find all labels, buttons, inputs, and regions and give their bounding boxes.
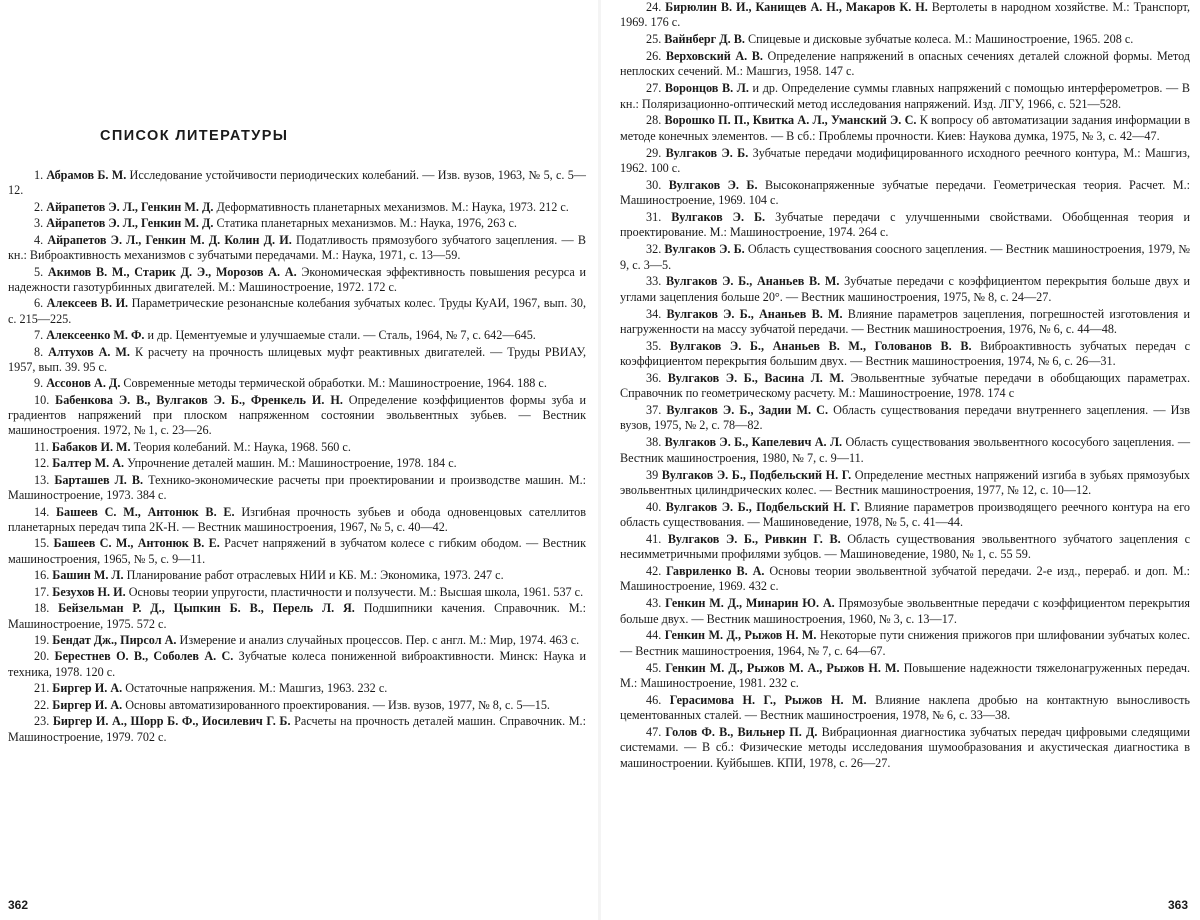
reference-number: 3. [34, 216, 44, 231]
reference-entry [8, 345, 586, 376]
reference-text: Вибрационная диагностика зубчатых передач цифровыми следящими системами. — В сб.: Физические методы исследования шумообразования и акустическая диагностика в машиностроении. Куйбышев. КПИ, 1978, с. 26—27. [620, 725, 1190, 770]
reference-entry [8, 714, 586, 745]
reference-text: Влияние наклепа дробью на контактную выносливость цементованных сталей. — Вестник машиностроения, 1978, № 6, с. 33—38. [620, 692, 1190, 723]
reference-entry [620, 113, 1190, 144]
reference-authors: Айрапетов Э. Л., Генкин М. Д. Колин Д. И. [47, 232, 292, 247]
reference-authors: Воронцов В. Л. [664, 81, 749, 96]
reference-entry [620, 32, 1190, 47]
reference-text: Современные методы термической обработки. М.: Машиностроение, 1964. 188 с. [123, 376, 547, 391]
reference-entry [620, 532, 1190, 563]
reference-entry [620, 178, 1190, 209]
reference-text: и др. Цементуемые и улучшаемые стали. — Сталь, 1964, № 7, с. 642—645. [147, 328, 536, 343]
reference-text: Область существования соосного зацепления. — Вестник машиностроения, 1979, № 9, с. 3—5. [620, 242, 1190, 272]
reference-authors: Бейзельман Р. Д., Цыпкин Б. В., Перель Л. Я. [58, 601, 355, 616]
reference-entry [620, 468, 1190, 499]
reference-authors: Ассонов А. Д. [46, 376, 121, 391]
reference-number: 26. [646, 49, 662, 64]
reference-entry [8, 601, 586, 632]
reference-text: Расчеты на прочность деталей машин. Справочник. М.: Машиностроение, 1979. 702 с. [8, 714, 586, 744]
reference-authors: Алексеенко М. Ф. [46, 328, 145, 343]
reference-entry [620, 274, 1190, 305]
reference-list-left [8, 168, 586, 745]
reference-entry [620, 661, 1190, 692]
reference-entry [620, 339, 1190, 370]
reference-text: Определение коэффициентов формы зуба и градиентов напряжений при плоском напряженном состоянии эвольвентных зубьев. — Вестник машиностроения. 1972, № 1, с. 23—26. [8, 392, 587, 438]
reference-authors: Генкин М. Д., Рыжов Н. М. [664, 628, 817, 643]
reference-number: 45. [646, 660, 662, 675]
reference-text: Планирование работ отраслевых НИИ и КБ. М.: Экономика, 1973. 247 с. [126, 568, 504, 583]
reference-number: 42. [646, 564, 662, 579]
reference-number: 10. [34, 392, 50, 407]
reference-number: 32. [646, 242, 662, 257]
reference-authors: Гавриленко В. А. [666, 564, 765, 579]
reference-text: Статика планетарных механизмов. М.: Наука, 1976, 263 с. [216, 216, 517, 231]
reference-text: Высоконапряженные зубчатые передачи. Геометрическая теория. Расчет. М.: Машиностроение, 1969. 104 с. [620, 177, 1191, 208]
reference-authors: Берестнев О. В., Соболев А. С. [54, 649, 234, 664]
reference-authors: Вулгаков Э. Б., Задии М. С. [666, 403, 829, 418]
reference-text: Теория колебаний. М.: Наука, 1968. 560 с. [133, 439, 351, 454]
reference-number: 27. [646, 81, 662, 96]
reference-authors: Вулгаков Э. Б. [668, 177, 758, 192]
reference-text: Зубчатые колеса пониженной виброактивности. Минск: Наука и техника, 1978. 120 с. [8, 649, 587, 679]
reference-number: 13. [34, 472, 50, 487]
reference-number: 44. [646, 628, 662, 643]
reference-authors: Вулгаков Э. Б., Ананьев В. М. [665, 274, 840, 289]
reference-text: Область существования передачи внутреннего зацепления. — Изв вузов, 1975, № 2, с. 78—82. [620, 403, 1191, 433]
reference-authors: Вулгаков Э. Б., Капелевич А. Л. [664, 435, 843, 450]
reference-number: 29. [646, 145, 662, 160]
reference-number: 11. [34, 439, 49, 454]
reference-number: 28. [646, 113, 662, 128]
reference-number: 47. [646, 725, 662, 740]
reference-authors: Вулгаков Э. Б., Подбельский Н. Г. [665, 499, 860, 514]
reference-entry [8, 649, 586, 680]
reference-number: 33. [646, 274, 662, 289]
reference-text: Повышение надежности тяжелонагруженных передач. М.: Машиностроение, 1981. 232 с. [620, 660, 1191, 690]
reference-number: 30. [646, 177, 662, 192]
reference-authors: Вулгаков Э. Б., Ананьев В. М. [666, 306, 843, 321]
reference-number: 4. [34, 232, 44, 247]
reference-text: Прямозубые эвольвентные передачи с коэффициентом перекрытия больше двух. — Вестник машиностроения, 1960, № 3, с. 13—17. [620, 596, 1191, 626]
reference-text: Вертолеты в народном хозяйстве. М.: Транспорт, 1969. 176 с. [620, 0, 1191, 30]
reference-authors: Башеев С. М., Антонюк В. Е. [56, 504, 235, 519]
reference-text: Зубчатые передачи с коэффициентом перекрытия больше двух и углами зацепления больше 20°. — Вестник машиностроения, 1975, № 8, с. 24—27. [620, 274, 1190, 304]
reference-authors: Барташев Л. В. [54, 472, 144, 487]
reference-text: Спицевые и дисковые зубчатые колеса. М.: Машиностроение, 1965. 208 с. [747, 32, 1134, 47]
reference-number: 23. [34, 714, 50, 729]
reference-entry [8, 698, 586, 713]
reference-text: Виброактивность зубчатых передач с коэффициентом перекрытия большим двух. — Вестник машиностроения, 1974, № 6, с. 26—31. [620, 338, 1191, 369]
reference-authors: Алексеев В. И. [46, 296, 129, 311]
reference-number: 18. [34, 601, 50, 616]
reference-number: 12. [34, 456, 50, 471]
reference-text: Податливость прямозубого зубчатого зацепления. — В кн.: Виброактивность механизмов с зубчатыми передачами. М.: Наука, 1971, с. 13—59. [8, 232, 586, 263]
reference-authors: Бабенкова Э. В., Вулгаков Э. Б., Френкель И. Н. [55, 392, 343, 407]
reference-text: Область существования эвольвентного зубчатого зацепления с несимметричными профилями зубцов. — Машиноведение, 1980, № 1, с. 55 59. [620, 531, 1190, 562]
reference-entry [620, 403, 1190, 434]
reference-entry [620, 435, 1190, 466]
reference-number: 6. [34, 296, 44, 311]
reference-number: 7. [34, 328, 44, 343]
reference-text: Основы автоматизированного проектирования. — Изв. вузов, 1977, № 8, с. 5—15. [125, 697, 550, 712]
reference-authors: Вулгаков Э. Б., Васина Л. М. [667, 370, 844, 385]
reference-authors: Айрапетов Э. Л., Генкин М. Д. [46, 216, 214, 231]
reference-entry [8, 265, 586, 296]
reference-authors: Вулгаков Э. Б. [665, 145, 749, 160]
reference-number: 31. [646, 210, 662, 225]
reference-entry [620, 146, 1190, 177]
reference-text: Измерение и анализ случайных процессов. Пер. с англ. М.: Мир, 1974. 463 с. [179, 632, 580, 647]
reference-entry [620, 242, 1190, 273]
reference-entry [620, 725, 1190, 771]
reference-entry [620, 371, 1190, 402]
reference-entry [8, 296, 586, 327]
reference-number: 15. [34, 536, 50, 551]
reference-entry [620, 210, 1190, 241]
reference-text: Остаточные напряжения. М.: Машгиз, 1963. 232 с. [125, 681, 388, 696]
reference-text: Экономическая эффективность повышения ресурса и надежности газотурбинных двигателей. М.: Машиностроение, 1972. 172 с. [8, 264, 587, 294]
reference-text: Некоторые пути снижения прижогов при шлифовании зубчатых колес. — Вестник машиностроения, 1964, № 7, с. 64—67. [620, 628, 1190, 658]
reference-entry [620, 628, 1190, 659]
reference-entry [8, 200, 586, 215]
right-page [600, 0, 1200, 920]
reference-text: и др. Определение суммы главных напряжений с помощью интерферометров. — В кн.: Поляризационно-оптический метод исследования напряжений. Изд. ЛГУ, 1966, с. 521—528. [620, 81, 1190, 111]
reference-authors: Вулгаков Э. Б. [664, 242, 745, 257]
reference-number: 34. [646, 306, 662, 321]
reference-entry [620, 49, 1190, 80]
reference-number: 8. [34, 344, 44, 359]
reference-entry [620, 307, 1190, 338]
reference-number: 5. [34, 264, 44, 279]
reference-text: Технико-экономические расчеты при проектировании и производстве машин. М.: Машиностроение, 1973. 384 с. [8, 472, 587, 503]
reference-text: Исследование устойчивости периодических колебаний. — Изв. вузов, 1963, № 5, с. 5—12. [8, 168, 586, 198]
reference-entry [8, 328, 586, 343]
reference-entry [8, 473, 586, 504]
reference-text: Расчет напряжений в зубчатом колесе с гибким ободом. — Вестник машиностроения, 1965, № 5, с. 9—11. [8, 536, 586, 566]
reference-authors: Алтухов А. М. [48, 344, 130, 359]
reference-authors: Вулгаков Э. Б., Подбельский Н. Г. [661, 467, 852, 482]
reference-number: 19. [34, 632, 50, 647]
reference-number: 46. [646, 692, 662, 707]
reference-text: Упрочнение деталей машин. М.: Машиностроение, 1978. 184 с. [127, 456, 457, 471]
reference-number: 21. [34, 681, 50, 696]
reference-text: Деформативность планетарных механизмов. М.: Наука, 1973. 212 с. [216, 199, 569, 214]
reference-text: Область существования эвольвентного кососубого зацепления. — Вестник машиностроения, 1980, № 7, с. 9—11. [620, 435, 1191, 465]
reference-authors: Балтер М. А. [52, 456, 125, 471]
reference-authors: Башеев С. М., Антонюк В. Е. [53, 536, 220, 551]
reference-number: 24. [646, 0, 662, 14]
reference-authors: Герасимова Н. Г., Рыжов Н. М. [669, 692, 867, 707]
reference-text: К вопросу об автоматизации задания информации в методе конечных элементов. — В сб.: Проблемы прочности. Киев: Наукова думка, 1975, № 3, с. 42—47. [620, 113, 1190, 143]
reference-entry [8, 216, 586, 231]
reference-number: 25. [646, 32, 662, 47]
reference-number: 35. [646, 338, 662, 353]
reference-number: 17. [34, 584, 50, 599]
reference-entry [8, 376, 586, 391]
reference-entry [620, 81, 1190, 112]
page-number-left: 362 [8, 898, 29, 912]
reference-number: 9. [34, 376, 44, 391]
reference-text: Зубчатые передачи с улучшенными свойствами. Обобщенная теория и проектирование. М.: Машиностроение, 1974. 264 с. [620, 210, 1191, 240]
reference-entry [8, 633, 586, 648]
reference-entry [620, 0, 1190, 31]
reference-number: 39 [646, 467, 659, 482]
reference-authors: Биргер И. А. [52, 681, 123, 696]
reference-number: 2. [34, 199, 44, 214]
reference-number: 22. [34, 697, 50, 712]
reference-authors: Бабаков И. М. [51, 439, 131, 454]
reference-authors: Абрамов Б. М. [46, 168, 127, 182]
reference-list-right [620, 0, 1190, 771]
reference-authors: Айрапетов Э. Л., Генкин М. Д. [46, 199, 214, 214]
reference-entry [8, 440, 586, 455]
reference-text: Подшипники качения. Справочник. М.: Машиностроение, 1975. 572 с. [8, 601, 586, 631]
reference-text: Влияние параметров зацепления, погрешностей изготовления и нагруженности на массу зубчатой передачи. — Вестник машиностроения, 1976, № 6, с. 44—48. [620, 306, 1191, 336]
reference-authors: Вулгаков Э. Б. [671, 210, 766, 225]
reference-number: 40. [646, 499, 662, 514]
reference-entry [620, 693, 1190, 724]
reference-text: Эвольвентные зубчатые передачи в обобщающих параметрах. Справочник по геометрическому расчету. М.: Машиностроение, 1978. 174 с [620, 370, 1190, 401]
reference-number: 20. [34, 649, 50, 664]
reference-authors: Верховский А. В. [665, 49, 763, 64]
reference-authors: Вулгаков Э. Б., Ананьев В. М., Голованов В. В. [669, 338, 972, 353]
reference-authors: Генкин М. Д., Минарин Ю. А. [665, 596, 835, 611]
reference-text: Зубчатые передачи модифицированного исходного реечного контура, М.: Машгиз, 1962. 100 с. [620, 145, 1191, 175]
reference-entry [8, 233, 586, 264]
reference-authors: Бирюлин В. И., Канищев А. Н., Макаров К. Н. [665, 0, 928, 14]
reference-text: Параметрические резонансные колебания зубчатых колес. Труды КуАИ, 1967, вып. 30, с. 215—225. [8, 296, 586, 326]
reference-number: 14. [34, 504, 50, 519]
reference-entry [8, 568, 586, 583]
reference-authors: Вулгаков Э. Б., Ривкин Г. В. [667, 531, 841, 546]
reference-text: К расчету на прочность шлицевых муфт реактивных двигателей. — Труды РВИАУ, 1957, вып. 39. 95 с. [8, 344, 587, 374]
reference-entry [8, 585, 586, 600]
reference-entry [8, 681, 586, 696]
reference-authors: Биргер И. А. [52, 697, 123, 712]
reference-authors: Вайнберг Д. В. [664, 32, 745, 47]
reference-entry [8, 456, 586, 471]
reference-text: Влияние параметров производящего реечного контура на его область существования. — Машиноведение, 1978, № 5, с. 41—44. [620, 499, 1190, 529]
reference-authors: Башин М. Л. [52, 568, 124, 583]
bibliography-heading: СПИСОК ЛИТЕРАТУРЫ [100, 128, 289, 144]
reference-number: 41. [646, 531, 662, 546]
reference-authors: Бендат Дж., Пирсол А. [52, 632, 177, 647]
reference-authors: Биргер И. А., Шорр Б. Ф., Иосилевич Г. Б. [52, 714, 291, 729]
reference-number: 43. [646, 596, 662, 611]
reference-text: Основы теории эвольвентной зубчатой передачи. 2-е изд., перераб. и доп. М.: Машиностроение, 1969. 432 с. [620, 564, 1191, 594]
reference-entry [8, 393, 586, 439]
reference-entry [8, 505, 586, 536]
reference-text: Изгибная прочность зубьев и обода одновенцовых сателлитов планетарных передач типа 2К-Н. — Вестник машиностроения, 1967, № 5, с. 40—42. [8, 504, 587, 534]
reference-text: Определение местных напряжений изгиба в зубьях прямозубых эвольвентных цилиндрических колес. — Вестник машиностроения, 1977, № 12, с. 10—12. [620, 467, 1191, 497]
reference-entry [8, 536, 586, 567]
reference-authors: Ворошко П. П., Квитка А. Л., Уманский Э. С. [664, 113, 917, 128]
reference-authors: Акимов В. М., Старик Д. Э., Морозов А. А. [47, 264, 297, 279]
reference-number: 37. [646, 403, 662, 418]
reference-number: 1. [34, 168, 44, 182]
reference-entry [8, 168, 586, 199]
reference-entry [620, 500, 1190, 531]
reference-number: 16. [34, 568, 50, 583]
reference-authors: Голов Ф. В., Вильнер П. Д. [665, 725, 818, 740]
reference-entry [620, 596, 1190, 627]
reference-text: Основы теории упругости, пластичности и ползучести. М.: Высшая школа, 1961. 537 с. [128, 584, 584, 599]
reference-number: 36. [646, 370, 662, 385]
reference-entry [620, 564, 1190, 595]
reference-number: 38. [646, 435, 662, 450]
page-number-right: 363 [1167, 898, 1188, 912]
reference-authors: Безухов Н. И. [52, 584, 126, 599]
reference-text: Определение напряжений в опасных сечениях деталей сложной формы. Метод неплоских сечений. М.: Машгиз, 1958. 147 с. [620, 49, 1191, 79]
reference-authors: Генкин М. Д., Рыжов М. А., Рыжов Н. М. [665, 660, 900, 675]
